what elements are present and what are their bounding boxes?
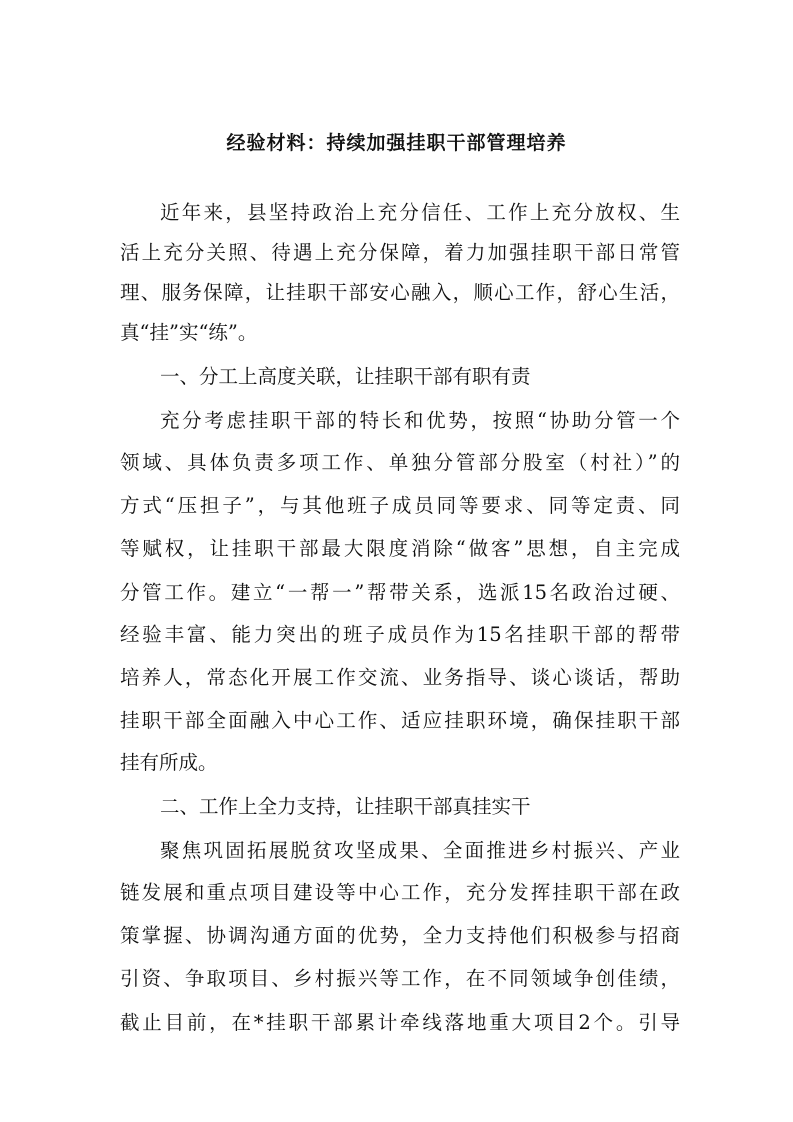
paragraph-line: 近年来，县坚持政治上充分信任、工作上充分放权、生 xyxy=(160,201,680,224)
paragraph-line: 等赋权，让挂职干部最大限度消除“做客”思想，自主完成 xyxy=(120,537,680,560)
paragraph-line: 引资、争取项目、乡村振兴等工作，在不同领域争创佳绩， xyxy=(120,967,680,990)
paragraph-line: 挂职干部全面融入中心工作、适应挂职环境，确保挂职干部 xyxy=(120,709,680,732)
paragraph-line: 策掌握、协调沟通方面的优势，全力支持他们积极参与招商 xyxy=(120,924,680,947)
paragraph-line: 真“挂”实“练”。 xyxy=(120,321,258,344)
paragraph-line: 链发展和重点项目建设等中心工作，充分发挥挂职干部在政 xyxy=(120,881,680,904)
paragraph-line: 培养人，常态化开展工作交流、业务指导、谈心谈话，帮助 xyxy=(120,666,680,689)
section-heading: 二、工作上全力支持，让挂职干部真挂实干 xyxy=(160,795,531,818)
paragraph-line: 分管工作。建立“一帮一”帮带关系，选派15名政治过硬、 xyxy=(120,581,680,604)
paragraph-line: 挂有所成。 xyxy=(120,751,218,774)
document-title: 经验材料：持续加强挂职干部管理培养 xyxy=(226,132,567,154)
paragraph-line: 领域、具体负责多项工作、单独分管部分股室（村社）”的 xyxy=(120,451,680,474)
paragraph-line: 聚焦巩固拓展脱贫攻坚成果、全面推进乡村振兴、产业 xyxy=(160,839,680,862)
paragraph-line: 充分考虑挂职干部的特长和优势，按照“协助分管一个 xyxy=(160,409,680,432)
paragraph-line: 截止目前，在*挂职干部累计牵线落地重大项目2个。引导 xyxy=(120,1011,680,1034)
paragraph-line: 经验丰富、能力突出的班子成员作为15名挂职干部的帮带 xyxy=(120,623,680,646)
section-heading: 一、分工上高度关联，让挂职干部有职有责 xyxy=(160,365,531,388)
paragraph-line: 理、服务保障，让挂职干部安心融入，顺心工作，舒心生活， xyxy=(120,281,680,304)
paragraph-line: 活上充分关照、待遇上充分保障，着力加强挂职干部日常管 xyxy=(120,241,680,264)
paragraph-line: 方式“压担子”，与其他班子成员同等要求、同等定责、同 xyxy=(120,494,680,517)
